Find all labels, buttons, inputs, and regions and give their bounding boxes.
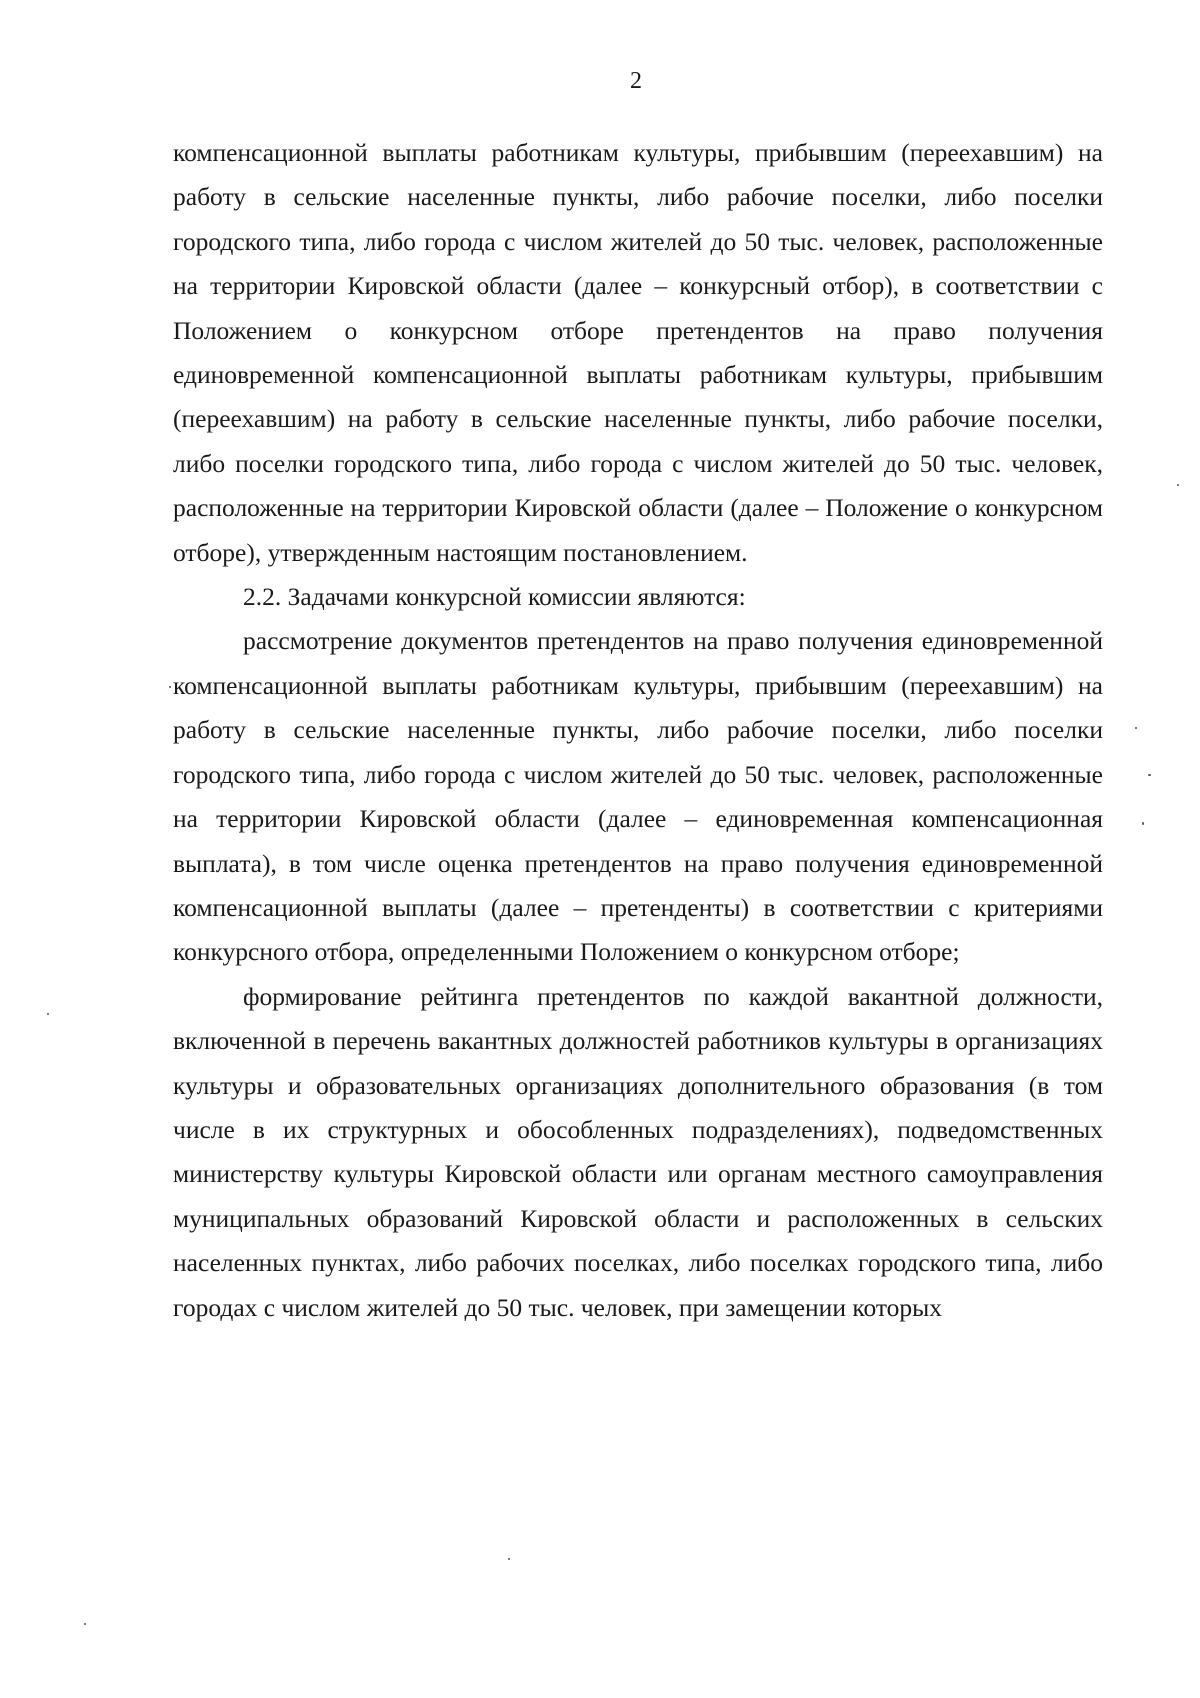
scan-speck <box>508 1558 510 1560</box>
page-number: 2 <box>630 68 642 94</box>
scan-speck <box>1177 484 1179 486</box>
paragraph-section-2-2: 2.2. Задачами конкурсной комиссии являются: <box>243 582 746 612</box>
paragraph-review-documents: рассмотрение документов претендентов на право получения единовременной компенсационной выплаты работникам культуры, прибывшим (переехавшим) на работу в сельские населенные пункты, либо рабочие поселки, либо поселки городского типа, либо города с числом жителей до 50 тыс. человек, расположенные на территории Кировской области (далее – единовременная компенсационная выплата), в том числе оценка претендентов на право получения единовременной компенсационной выплаты (далее – претенденты) в соответствии с критериями конкурсного отбора, определенными Положением о конкурсном отборе; <box>173 626 1103 967</box>
scan-speck <box>1135 727 1137 729</box>
paragraph-continuation: компенсационной выплаты работникам культуры, прибывшим (переехавшим) на работу в сельские населенные пункты, либо рабочие поселки, либо поселки городского типа, либо города с числом жителей до 50 тыс. человек, расположенные на территории Кировской области (далее – конкурсный отбор), в соответствии с Положением о конкурсном отборе претендентов на право получения единовременной компенсационной выплаты работникам культуры, прибывшим (переехавшим) на работу в сельские населенные пункты, либо рабочие поселки, либо поселки городского типа, либо города с числом жителей до 50 тыс. человек, расположенные на территории Кировской области (далее – Положение о конкурсном отборе), утвержденным настоящим постановлением. <box>173 138 1103 567</box>
scan-speck <box>1142 822 1144 825</box>
paragraph-rating-formation: формирование рейтинга претендентов по каждой вакантной должности, включенной в перечень вакантных должностей работников культуры в организациях культуры и образовательных организациях дополнительного образования (в том числе в их структурных и обособленных подразделениях), подведомственных министерству культуры Кировской области или органам местного самоуправления муниципальных образований Кировской области и расположенных в сельских населенных пунктах, либо рабочих поселках, либо поселках городского типа, либо городах с числом жителей до 50 тыс. человек, при замещении которых <box>173 981 1103 1322</box>
scan-speck <box>1148 774 1151 776</box>
scan-speck <box>47 1013 49 1015</box>
document-body <box>173 131 1103 1330</box>
scan-speck <box>169 686 171 688</box>
scan-speck <box>84 1623 86 1625</box>
